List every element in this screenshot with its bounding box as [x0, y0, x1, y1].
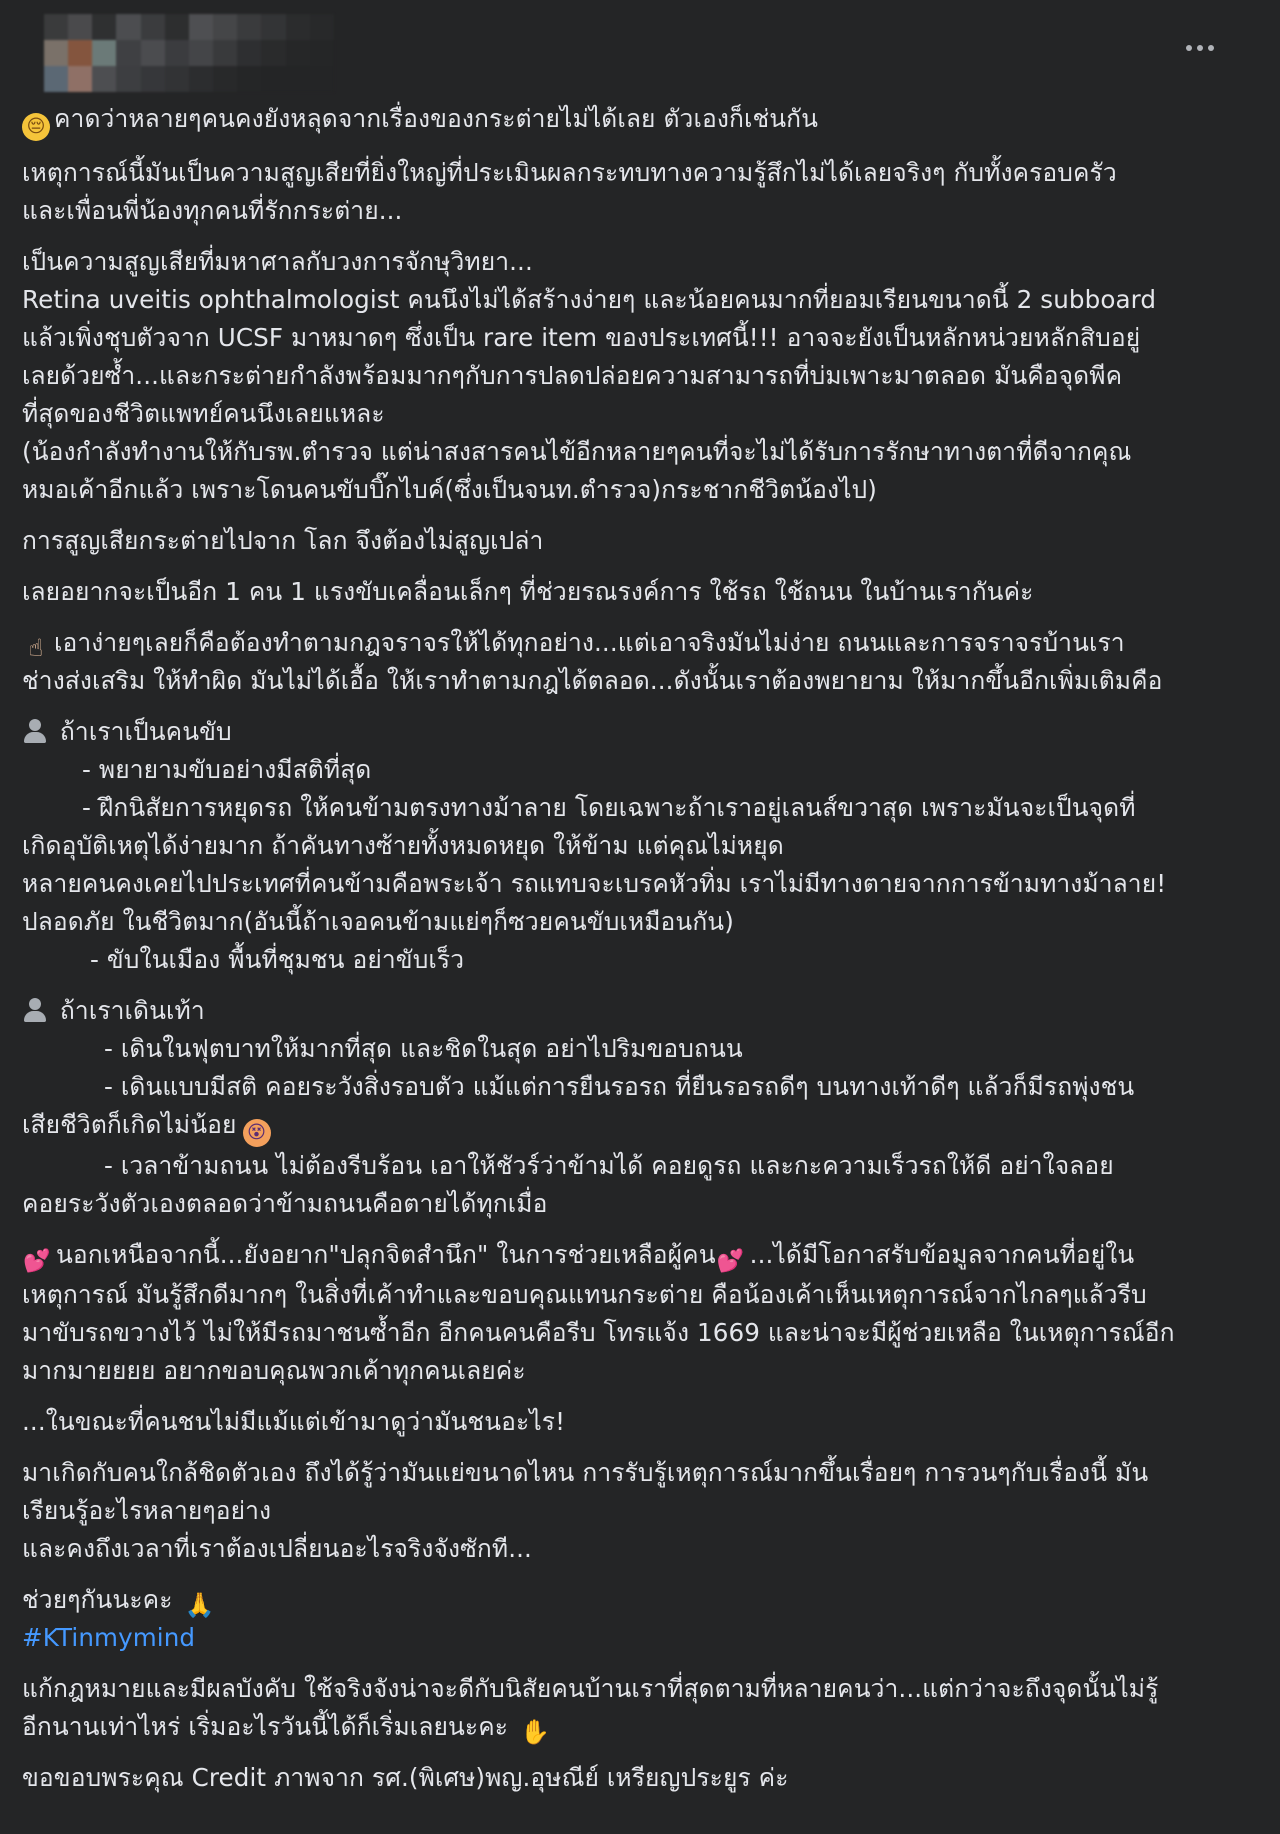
- text-line: [22, 1619, 1258, 1657]
- more-icon-dot: [1208, 45, 1214, 51]
- text-line-content: นอกเหนือจากนี้...ยังอยาก"ปลุกจิตสำนึก" ในการช่วยเหลือผู้คน: [56, 1240, 716, 1269]
- raised-hand-icon: ✋: [520, 1718, 550, 1746]
- text-line: หลายคนคงเคยไปประเทศที่คนข้ามคือพระเจ้า รถแทบจะเบรคหัวทิ่ม เราไม่มีทางตายจากการข้ามทางม้าลาย!: [22, 869, 1167, 898]
- text-line: มาขับรถขวางไว้ ไม่ให้มีรถมาชนซ้ำอีก อีกคนคนคือรีบ โทรแจ้ง 1669 และน่าจะมีผู้ช่วยเหลือ ในเหตุการณ์อีก: [22, 1318, 1175, 1347]
- text-line: ขอขอบพระคุณ Credit ภาพจาก รศ.(พิเศษ)พญ.อุษณีย์ เหรียญประยูร ค่ะ: [22, 1763, 789, 1792]
- paragraph: [22, 1759, 1258, 1797]
- text-line-content: ถ้าเราเป็นคนขับ: [59, 717, 232, 746]
- text-line: [22, 992, 1258, 1030]
- blurred-author-info[interactable]: [44, 14, 334, 92]
- text-line: แล้วเพิ่งชุบตัวจาก UCSF มาหมาดๆ ซึ่งเป็น rare item ของประเทศนี้!!! อาจจะยังเป็นหลักหน่วยหลักสิบอยู่: [22, 323, 1141, 352]
- text-line: (น้องกำลังทำงานให้กับรพ.ตำรวจ แต่น่าสงสารคนไข้อีกหลายๆคนที่จะไม่ได้รับการรักษาทางตาที่ดีจากคุณ: [22, 437, 1132, 466]
- text-line: - เวลาข้ามถนน ไม่ต้องรีบร้อน เอาให้ชัวร์ว่าข้ามได้ คอยดูรถ และกะความเร็วรถให้ดี อย่าใจลอย: [104, 1151, 1114, 1180]
- text-line: การสูญเสียกระต่ายไปจาก โลก จึงต้องไม่สูญเปล่า: [22, 526, 544, 555]
- text-line: [22, 713, 1258, 751]
- text-line-content: ถ้าเราเดินเท้า: [59, 996, 205, 1025]
- text-line: [22, 1236, 1258, 1276]
- text-line: ที่สุดของชีวิตแพทย์คนนึงเลยแหละ: [22, 399, 385, 428]
- text-line-content: ...ได้มีโอกาสรับข้อมูลจากคนที่อยู่ใน: [749, 1240, 1135, 1269]
- text-line: คอยระวังตัวเองตลอดว่าข้ามถนนคือตายได้ทุกเมื่อ: [22, 1189, 548, 1218]
- person-silhouette-icon: [22, 717, 48, 745]
- paragraph: [22, 1670, 1258, 1746]
- text-line: [22, 1708, 1258, 1746]
- post-text: [22, 100, 1258, 1797]
- two-hearts-icon: 💕: [716, 1249, 745, 1274]
- text-line-content: คาดว่าหลายๆคนคงยังหลุดจากเรื่องของกระต่ายไม่ได้เลย ตัวเองก็เช่นกัน: [54, 104, 819, 133]
- more-options-button[interactable]: [1178, 36, 1222, 60]
- text-line: [22, 624, 1258, 662]
- text-line: และคงถึงเวลาที่เราต้องเปลี่ยนอะไรจริงจังซักที...: [22, 1534, 532, 1563]
- text-line: ...ในขณะที่คนชนไม่มีแม้แต่เข้ามาดูว่ามันชนอะไร!: [22, 1407, 566, 1436]
- more-icon-dot: [1197, 45, 1203, 51]
- post-header: [22, 0, 1258, 100]
- text-line: [22, 1581, 1258, 1619]
- text-line: Retina uveitis ophthalmologist คนนึงไม่ได้สร้างง่ายๆ และน้อยคนมากที่ยอมเรียนขนาดนี้ 2 subboard: [22, 285, 1157, 314]
- text-line: เหตุการณ์นี้มันเป็นความสูญเสียที่ยิ่งใหญ่ที่ประเมินผลกระทบทางความรู้สึกไม่ได้เลยจริงๆ กับทั้งครอบครัว: [22, 158, 1117, 187]
- text-line: หมอเค้าอีกแล้ว เพราะโดนคนขับบิ๊กไบค์(ซึ่งเป็นจนท.ตำรวจ)กระชากชีวิตน้องไป): [22, 475, 877, 504]
- paragraph: [22, 713, 1258, 979]
- text-line-content: อีกนานเท่าไหร่ เริ่มอะไรวันนี้ได้ก็เริ่มเลยนะคะ: [22, 1712, 509, 1741]
- paragraph: [22, 100, 1258, 141]
- paragraph: [22, 1454, 1258, 1568]
- paragraph: [22, 573, 1258, 611]
- text-line: - เดินแบบมีสติ คอยระวังสิ่งรอบตัว แม้แต่การยืนรอรถ ที่ยืนรอรถดีๆ บนทางเท้าดีๆ แล้วก็มีรถพุ่งชน: [104, 1072, 1135, 1101]
- text-line: - ขับในเมือง พื้นที่ชุมชน อย่าขับเร็ว: [90, 945, 465, 974]
- text-line: มากมายยยย อยากขอบคุณพวกเค้าทุกคนเลยค่ะ: [22, 1356, 526, 1385]
- text-line: เหตุการณ์ มันรู้สึกดีมากๆ ในสิ่งที่เค้าทำและขอบคุณแทนกระต่าย คือน้องเค้าเห็นเหตุการณ์จากไกลๆแล้วรีบ: [22, 1280, 1147, 1309]
- hashtag-link[interactable]: #KTinmymind: [22, 1623, 196, 1652]
- text-line: เป็นความสูญเสียที่มหาศาลกับวงการจักษุวิทยา...: [22, 247, 533, 276]
- text-line: - เดินในฟุตบาทให้มากที่สุด และชิดในสุด อย่าไปริมขอบถนน: [104, 1034, 743, 1063]
- text-line: เลยด้วยซ้ำ...และกระต่ายกำลังพร้อมมากๆกับการปลดปล่อยความสามารถที่บ่มเพาะมาตลอด มันคือจุดพีค: [22, 361, 1123, 390]
- text-line: เกิดอุบัติเหตุได้ง่ายมาก ถ้าคันทางซ้ายทั้งหมดหยุด ให้ข้าม แต่คุณไม่หยุด: [22, 831, 784, 860]
- dizzy-face-icon: 😵: [243, 1119, 271, 1147]
- text-line-content: เอาง่ายๆเลยก็คือต้องทำตามกฎจราจรให้ได้ทุกอย่าง...แต่เอาจริงมันไม่ง่าย ถนนและการจราจรบ้านเรา: [54, 628, 1125, 657]
- text-line: เลยอยากจะเป็นอีก 1 คน 1 แรงขับเคลื่อนเล็กๆ ที่ช่วยรณรงค์การ ใช้รถ ใช้ถนน ในบ้านเรากันค่ะ: [22, 577, 1034, 606]
- text-line: ปลอดภัย ในชีวิตมาก(อันนี้ถ้าเจอคนข้ามแย่ๆก็ซวยคนขับเหมือนกัน): [22, 907, 734, 936]
- text-line: - พยายามขับอย่างมีสติที่สุด: [82, 755, 372, 784]
- text-line: - ฝึกนิสัยการหยุดรถ ให้คนข้ามตรงทางม้าลาย โดยเฉพาะถ้าเราอยู่เลนส์ขวาสุด เพราะมันจะเป็นจุดที่: [82, 793, 1136, 822]
- pointing-up-icon: ☝: [28, 634, 44, 662]
- paragraph: [22, 154, 1258, 230]
- paragraph: [22, 1236, 1258, 1390]
- text-line: และเพื่อนพี่น้องทุกคนที่รักกระต่าย...: [22, 196, 403, 225]
- paragraph: [22, 992, 1258, 1223]
- text-line: มาเกิดกับคนใกล้ชิดตัวเอง ถึงได้รู้ว่ามันแย่ขนาดไหน การรับรู้เหตุการณ์มากขึ้นเรื่อยๆ การวนๆกับเรื่องนี้ มัน: [22, 1458, 1149, 1487]
- text-line: แก้กฎหมายและมีผลบังคับ ใช้จริงจังน่าจะดีกับนิสัยคนบ้านเราที่สุดตามที่หลายคนว่า...แต่กว่าจะถึงจุดนั้นไม่รู้: [22, 1674, 1159, 1703]
- text-line: เรียนรู้อะไรหลายๆอย่าง: [22, 1496, 272, 1525]
- paragraph: [22, 624, 1258, 700]
- paragraph: [22, 522, 1258, 560]
- text-line: ช่างส่งเสริม ให้ทำผิด มันไม่ได้เอื้อ ให้เราทำตามกฎได้ตลอด...ดังนั้นเราต้องพยายาม ให้มากขึ้นอีกเพิ่มเติมคือ: [22, 666, 1163, 695]
- paragraph: [22, 1581, 1258, 1657]
- sad-face-icon: 😔: [22, 113, 50, 141]
- text-line-content: เสียชีวิตก็เกิดไม่น้อย: [22, 1110, 237, 1139]
- paragraph: [22, 1403, 1258, 1441]
- two-hearts-icon: 💕: [23, 1249, 51, 1274]
- text-line-content: ช่วยๆกันนะคะ: [22, 1585, 173, 1614]
- folded-hands-icon: 🙏: [184, 1591, 215, 1619]
- more-icon: [1186, 45, 1192, 51]
- person-silhouette-icon: [22, 996, 48, 1024]
- paragraph: [22, 243, 1258, 509]
- text-line: [22, 100, 1258, 141]
- text-line: [22, 1106, 1258, 1147]
